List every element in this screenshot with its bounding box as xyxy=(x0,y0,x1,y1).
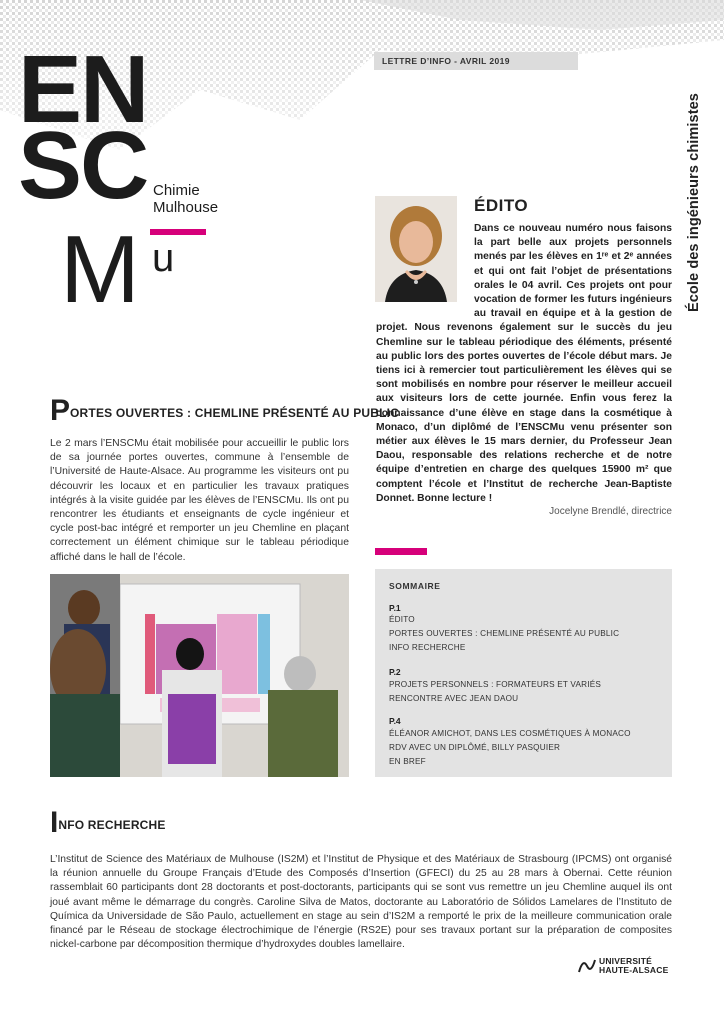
newsletter-date-banner: LETTRE D’INFO - AVRIL 2019 xyxy=(374,52,578,70)
sommaire-item[interactable]: RDV AVEC UN DIPLÔMÉ, BILLY PASQUIER xyxy=(389,743,561,752)
uha-line2: HAUTE-ALSACE xyxy=(599,965,669,975)
uha-logo-icon xyxy=(577,956,597,976)
logo-en: EN xyxy=(18,36,148,143)
school-tagline: École des ingénieurs chimistes xyxy=(686,93,702,312)
sommaire-item[interactable]: RENCONTRE AVEC JEAN DAOU xyxy=(389,694,519,703)
sommaire-item[interactable]: ÉLÉANOR AMICHOT, DANS LES COSMÉTIQUES À MONACO xyxy=(389,729,631,738)
sommaire-item[interactable]: INFO RECHERCHE xyxy=(389,643,466,652)
edito-title: ÉDITO xyxy=(474,196,529,215)
info-recherche-initial: I xyxy=(50,806,59,839)
logo-mulhouse: Mulhouse xyxy=(153,199,219,216)
info-recherche-text: L’Institut de Science des Matériaux de Mulhouse (IS2M) et l’Institut de Physique et des Matériaux de Strasbourg (IPCMS) ont organisé la réunion annuelle du Groupe Français d’Etude des Composés d’Insertion (GFECI) du 25 au 28 mars à Obernai. Cette réunion rassemblait 60 participants dont 28 doctorants et post-doctorants, participants qui se sont vus remettre un jeu Chemline auquel ils ont joué avant même le démarrage du congrès. Caroline Silva de Matos, doctorante au Laboratório de Sólidos Lamelares de l’Instituto de Química da Universidade de São Paulo, actuellement en stage au sein d’IS2M a remporté le prix de la meilleure communication orale financé par le Réseau de stockage électrochimique de l’énergie (RS2E) pour ses travaux portant sur la préparation de composites nickel-carbone par décomposition thermique d’hydroxydes doubles lamellaire. xyxy=(50,854,672,951)
sommaire-item[interactable]: PORTES OUVERTES : CHEMLINE PRÉSENTÉ AU PUBLIC xyxy=(389,629,620,638)
logo-accent-bar xyxy=(150,229,206,235)
open-day-photo xyxy=(50,574,349,777)
edito-body xyxy=(376,222,672,506)
sommaire-box xyxy=(375,569,672,777)
uha-logo xyxy=(577,956,677,978)
info-recherche-heading xyxy=(50,808,166,838)
sommaire-page: P.2 xyxy=(389,667,401,677)
sommaire-page: P.1 xyxy=(389,603,401,613)
sommaire-page: P.4 xyxy=(389,716,401,726)
sommaire-accent-bar xyxy=(375,548,427,555)
logo-chimie: Chimie xyxy=(153,182,200,199)
edito-signature: Jocelyne Brendlé, directrice xyxy=(549,506,672,517)
logo-subtitle xyxy=(153,182,218,216)
portes-ouvertes-title: ORTES OUVERTES : CHEMLINE PRÉSENTÉ AU PUBLIC xyxy=(70,406,400,420)
uha-line1: UNIVERSITÉ xyxy=(599,956,653,966)
edito-portrait-gap xyxy=(376,222,474,312)
sommaire-item[interactable]: ÉDITO xyxy=(389,615,415,624)
sommaire-item[interactable]: EN BREF xyxy=(389,757,426,766)
portes-ouvertes-initial: P xyxy=(50,394,71,427)
logo-m: M xyxy=(60,216,138,323)
logo-u: u xyxy=(152,236,175,280)
portes-ouvertes-text: Le 2 mars l’ENSCMu était mobilisée pour accueillir le public lors de sa journée portes ouvertes, commune à l’ensemble de l’Université de Haute-Alsace. Au programme les visiteurs ont pu découvrir les locaux et en particulier les travaux pratiques intégrés à la visite guidée par les élèves de l’ENSCMu. Ils ont pu rencontrer les étudiants et enseignants de cycle ingénieur et cycle post-bac intégré et remporter un jeu Chemline en plaçant correctement un élément chimique sur le tableau périodique affiché dans le hall de l’école. xyxy=(50,438,349,563)
sommaire-title: SOMMAIRE xyxy=(389,581,441,591)
sommaire-item[interactable]: PROJETS PERSONNELS : FORMATEURS ET VARIÉS xyxy=(389,680,602,689)
info-recherche-title: NFO RECHERCHE xyxy=(58,818,166,832)
edito-text: Dans ce nouveau numéro nous faisons la part belle aux projets personnels menés par les élèves en 1ʳᵉ et 2ᵉ années et qui ont fait l’objet de présentations orales le 04 avril. Ces projets ont pour vocation de former les futurs ingénieurs au travail en équipe et à la gestion de projet. Nous revenons également sur le succès du jeu Chemline sur le tableau périodique des éléments, présenté au public lors des portes ouvertes de l’école début mars. Je tiens ici à remercier tout particulièrement les élèves qui se sont mobilisés en nombre pour réserver le meilleur accueil aux visiteurs lors de cette journée. Enfin vous ferez la connaissance d’une élève en stage dans la cosmétique à Monaco, d’un diplômé de l’ENSCMu venu présenter son métier aux élèves le 15 mars dernier, du Professeur Jean Daou, responsable des relations recherche et de notre équipe d’entretien en charge des quelques 15900 m² que comptent l’école et l’Institut de recherche Jean-Baptiste Donnet. Bonne lecture ! xyxy=(376,223,672,504)
logo-sc: SC xyxy=(18,112,148,219)
uha-logo-text xyxy=(599,957,668,975)
portes-ouvertes-heading xyxy=(50,396,399,426)
